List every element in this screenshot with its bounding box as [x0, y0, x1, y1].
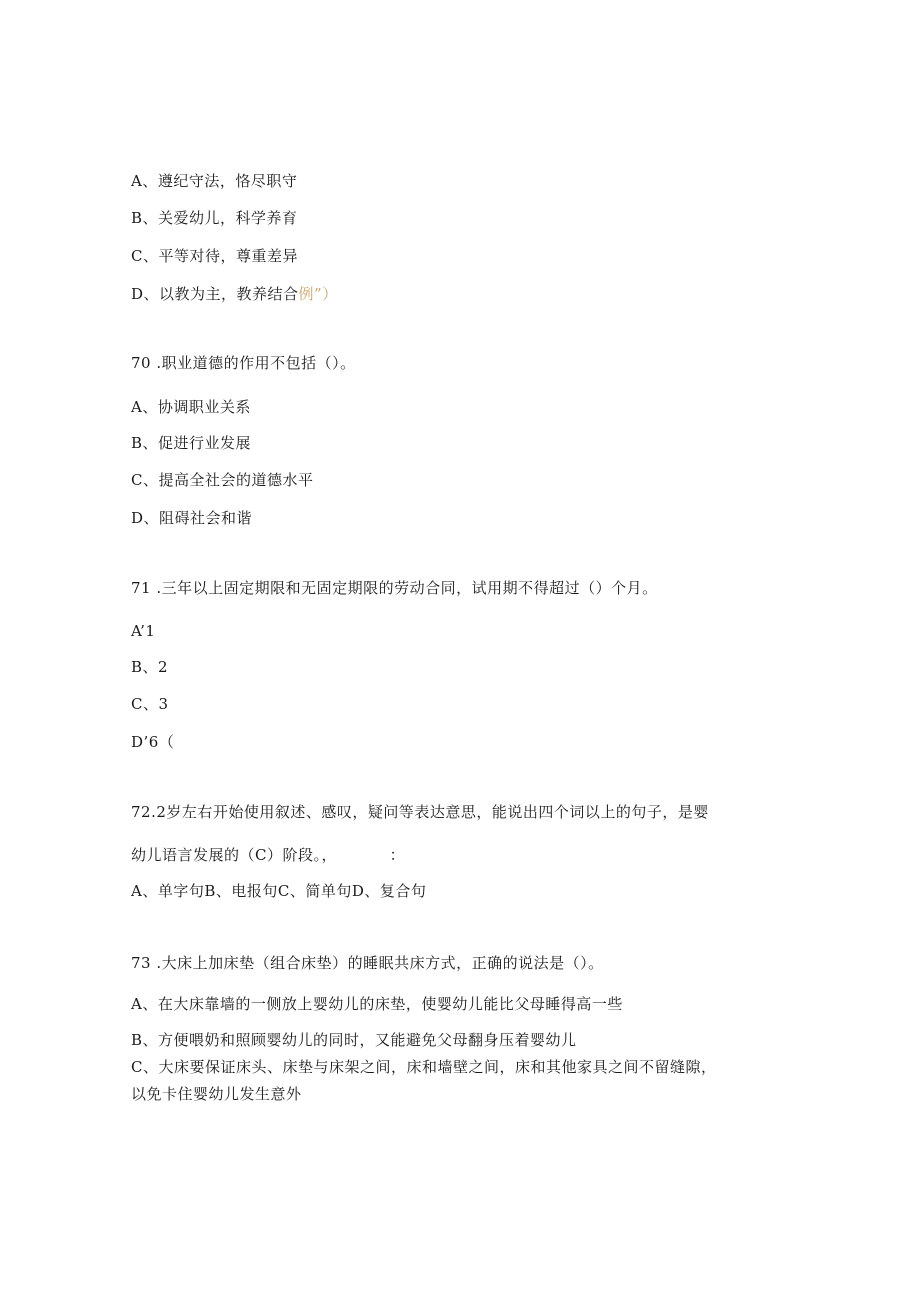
- q71-option-b: B、2: [131, 658, 169, 676]
- q69-option-d-text: D、以教为主，教养结合: [131, 285, 299, 303]
- q72-stem-line2: 幼儿语言发展的（C）阶段。， ：: [131, 846, 406, 864]
- q70-stem: 70 .职业道德的作用不包括（）。: [131, 354, 356, 372]
- q71-option-c: C、3: [131, 695, 169, 713]
- q69-option-a: A、遵纪守法，恪尽职守: [131, 172, 298, 190]
- q70-option-b: B、促进行业发展: [131, 434, 252, 452]
- q72-stem-line1: 72.2岁左右开始使用叙述、感叹，疑问等表达意思，能说出四个词以上的句子，是婴: [131, 803, 709, 821]
- q72-options: A、单字句B、电报句C、简单句D、复合句: [131, 882, 427, 900]
- q71-stem: 71 .三年以上固定期限和无固定期限的劳动合同，试用期不得超过（）个月。: [131, 579, 658, 597]
- q69-option-c: C、平等对待，尊重差异: [131, 247, 298, 265]
- q73-option-c-line2: 以免卡住婴幼儿发生意外: [131, 1085, 302, 1103]
- q71-option-d: D’6（: [131, 733, 175, 751]
- q69-option-d: [131, 284, 338, 304]
- q73-stem: 73 .大床上加床垫（组合床垫）的睡眠共床方式，正确的说法是（）。: [131, 954, 604, 972]
- q69-option-d-annotation: 例”）: [298, 285, 338, 303]
- q73-option-c-line1: C、大床要保证床头、床垫与床架之间，床和墙壁之间，床和其他家具之间不留缝隙，: [131, 1058, 717, 1076]
- q73-option-b: B、方便喂奶和照顾婴幼儿的同时，又能避免父母翻身压着婴幼儿: [131, 1031, 577, 1049]
- q69-option-b: B、关爱幼儿，科学养育: [131, 209, 298, 227]
- q71-option-a: A’1: [131, 622, 156, 640]
- q70-option-d: D、阻碍社会和谐: [131, 509, 253, 527]
- q70-option-c: C、提高全社会的道德水平: [131, 471, 314, 489]
- q73-option-a: A、在大床靠墙的一侧放上婴幼儿的床垫，使婴幼儿能比父母睡得高一些: [131, 995, 623, 1013]
- q70-option-a: A、协调职业关系: [131, 398, 251, 416]
